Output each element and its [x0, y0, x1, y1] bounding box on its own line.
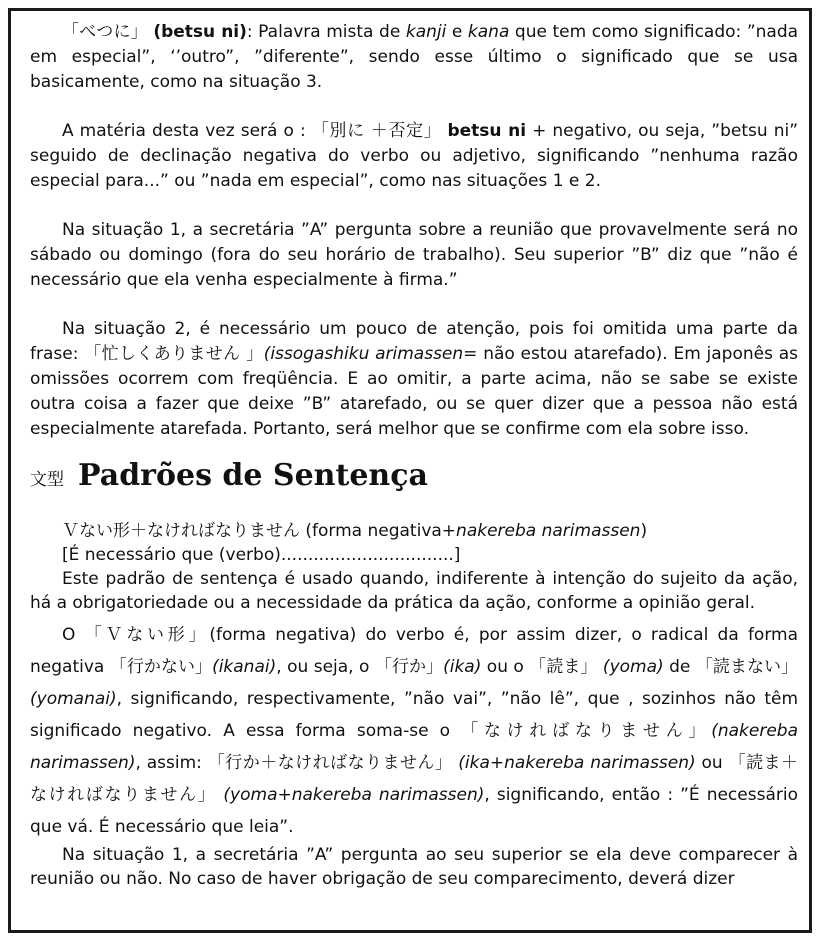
paragraph-negative-form [30, 619, 798, 843]
japanese-term: 「べつに」 [62, 22, 148, 42]
paragraph-situation-2 [30, 317, 798, 442]
japanese-term: 「忙しくありません 」 [84, 344, 264, 364]
japanese-term: 「行か」 [374, 657, 444, 677]
italic-term: (yomanai) [30, 689, 117, 709]
text: que tem como significado: ”nada em especial”, ‘’outro”, ”diferente”, sendo esse último o significado que se usa basicamente, como na situação 3. [30, 22, 799, 92]
japanese-term: Ｖない形＋なければなりません [62, 521, 300, 541]
section-heading [30, 458, 798, 493]
text: = não estou atarefado). Em japonês as omissões ocorrem com freqüência. E ao omitir, a parte acima, não se sabe se existe outra coisa a fazer que deixe ”B” atarefado, ou se quer dizer que a pessoa não está especialmente atarefada. Portanto, será melhor que se confirme com ela sobre isso. [30, 344, 799, 439]
text: , assim: [135, 753, 208, 773]
text: , significando, respectivamente, ”não vai”, ”não lê”, que , sozinhos não têm significado negativo. A essa forma soma-se o [30, 689, 798, 741]
italic-term: nakereba narimassen [456, 521, 641, 541]
japanese-term: 「読まない」 [695, 657, 799, 677]
japanese-term: 「Ｖない形」 [84, 625, 210, 645]
text: ou o [481, 657, 530, 677]
text: O [62, 625, 85, 645]
text: Na situação 2, é necessário um pouco de atenção, pois foi omitida uma parte da frase: [30, 319, 798, 364]
paragraph-situation-1-obligation: Na situação 1, a secretária ”A” pergunta ao seu superior se ela deve comparecer à reunião ou não. No caso de haver obrigação de seu comparecimento, deverá dizer [30, 845, 798, 889]
italic-term: (yoma) [597, 657, 664, 677]
text: ) [640, 521, 648, 541]
italic-term: kanji [405, 22, 447, 42]
text: A matéria desta vez será o : [62, 121, 312, 141]
heading-title: Padrões de Sentença [78, 458, 428, 493]
japanese-term: 「読ま＋なければなりません」 [30, 753, 799, 805]
italic-term: (yoma+nakereba narimassen) [216, 785, 485, 805]
italic-term: (ika) [443, 657, 482, 677]
italic-term: (ikanai) [212, 657, 277, 677]
paragraph-betsu-ni-definition [30, 20, 798, 95]
text: e [446, 22, 468, 42]
text: (forma negativa+ [300, 521, 457, 541]
heading-japanese-label: 文型 [30, 470, 64, 490]
pattern-meaning: [É necessário que (verbo)................................] [62, 545, 461, 565]
italic-term: (ika+nakereba narimassen) [452, 753, 696, 773]
japanese-term: 「別に ＋否定」 [311, 121, 442, 141]
text: (forma negativa) do verbo é, por assim dizer, o radical da forma negativa [30, 625, 799, 677]
italic-term: (issogashiku arimassen [263, 344, 464, 364]
japanese-term: 「行かない」 [109, 657, 213, 677]
bold-term: betsu ni [447, 121, 527, 141]
japanese-term: 「行か＋なければなりません」 [207, 753, 453, 773]
pattern-formula [62, 519, 798, 543]
paragraph-lesson-topic [30, 119, 798, 194]
japanese-term: 「なければなりません」 [461, 721, 712, 741]
document-body [30, 20, 798, 891]
japanese-term: 「読ま」 [529, 657, 598, 677]
sentence-pattern [30, 519, 798, 567]
paragraph-pattern-usage: Este padrão de sentença é usado quando, indiferente à intenção do sujeito da ação, há a obrigatoriedade ou a necessidade da prática da ação, conforme a opinião geral. [30, 569, 798, 613]
paragraph-situation-1: Na situação 1, a secretária ”A” pergunta sobre a reunião que provavelmente será no sábado ou domingo (fora do seu horário de trabalho). Seu superior ”B” diz que ”não é necessário que ela venha especialmente à firma.” [30, 220, 798, 290]
text: ou [695, 753, 729, 773]
text: , significando, então : ”É necessário que vá. É necessário que leia”. [30, 785, 798, 837]
romaji-term: (betsu ni) [153, 22, 247, 42]
italic-term: kana [467, 22, 510, 42]
text: : Palavra mista de [246, 22, 406, 42]
text: + negativo, ou seja, ”betsu ni” seguido de declinação negativa do verbo ou adjetivo, significando ”nenhuma razão especial para...” ou ”nada em especial”, como nas situações 1 e 2. [30, 121, 799, 191]
italic-term: (nakereba narimassen) [30, 721, 798, 773]
text: , ou seja, o [276, 657, 375, 677]
text: de [663, 657, 696, 677]
